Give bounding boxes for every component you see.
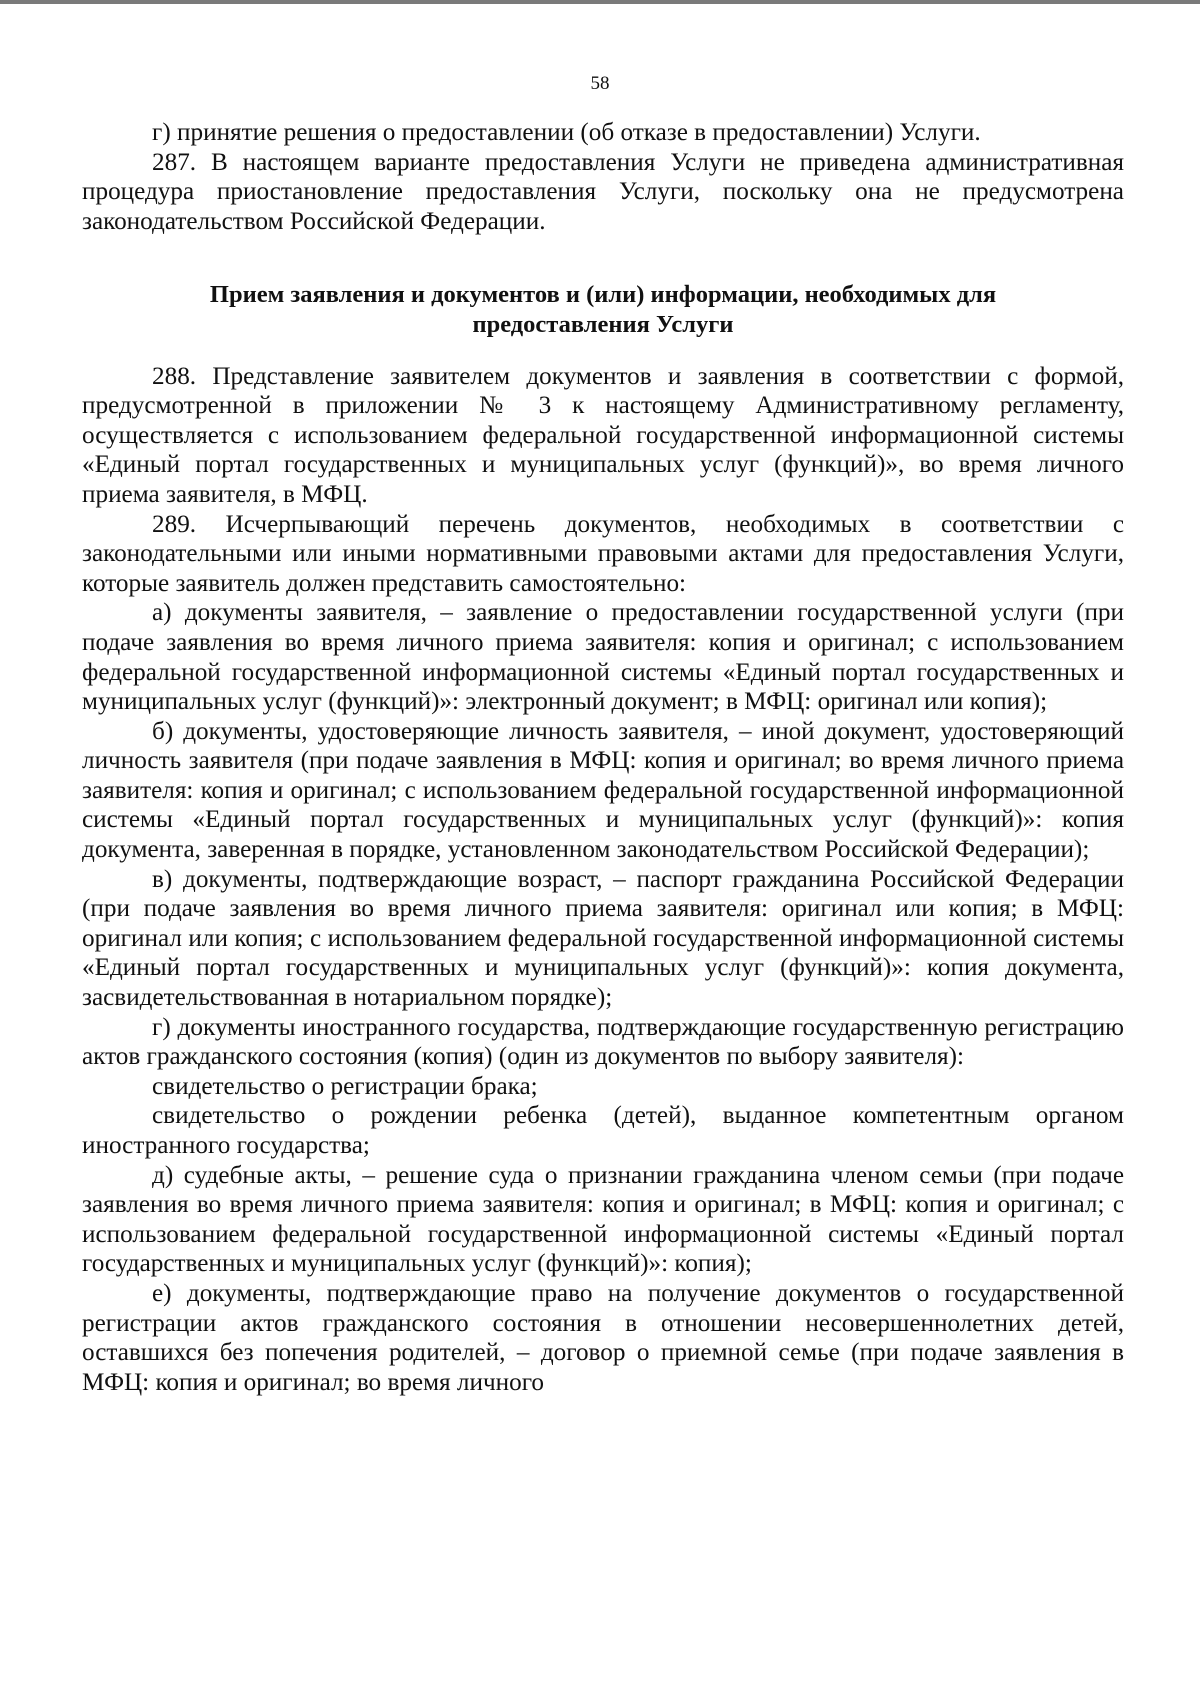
list-subitem-marriage: свидетельство о регистрации брака; bbox=[152, 1072, 538, 1100]
list-item-b: б) документы, удостоверяющие личность заявителя, – иной документ, удостоверяющий личность заявителя (при подаче заявления в МФЦ: копия и оригинал; во время личного приема заявителя: копия и оригинал; с использованием федеральной государственной информационной системы «Единый портал государственных и муниципальных услуг (функций)»: копия документа, заверенная в порядке, установленном законодательством Российской Федерации); bbox=[82, 717, 1124, 864]
list-subitem-birth: свидетельство о рождении ребенка (детей), выданное компетентным органом иностранного государства; bbox=[82, 1102, 1124, 1159]
list-item-g: г) документы иностранного государства, подтверждающие государственную регистрацию актов гражданского состояния (копия) (один из документов по выбору заявителя): bbox=[82, 1013, 1124, 1071]
paragraph-287: 287. В настоящем варианте предоставления Услуги не приведена административная процедура приостановление предоставления Услуги, поскольку она не предусмотрена законодательством Российской Федерации. bbox=[82, 148, 1124, 235]
paragraph-288: 288. Представление заявителем документов и заявления в соответствии с формой, предусмотренной в приложении № 3 к настоящему Административному регламенту, осуществляется с использованием федеральной государственной информационной системы «Единый портал государственных и муниципальных услуг (функций)», во время личного приема заявителя, в МФЦ. bbox=[82, 362, 1124, 508]
list-item-e: е) документы, подтверждающие право на получение документов о государственной регистрации актов гражданского состояния в отношении несовершеннолетних детей, оставшихся без попечения родителей, – договор о приемной семье (при подаче заявления в МФЦ: копия и оригинал; во время личного bbox=[82, 1279, 1124, 1396]
page-number: 58 bbox=[590, 73, 610, 94]
section-heading: Прием заявления и документов и (или) информации, необходимых для предоставления Услуги bbox=[209, 281, 997, 338]
list-item-d: д) судебные акты, – решение суда о признании гражданина членом семьи (при подаче заявления во время личного приема заявителя: копия и оригинал; в МФЦ: копия и оригинал; с использованием федеральной государственной информационной системы «Единый портал государственных и муниципальных услуг (функций)»: копия); bbox=[82, 1161, 1124, 1278]
list-item-v: в) документы, подтверждающие возраст, – паспорт гражданина Российской Федерации (при подаче заявления во время личного приема заявителя: оригинал или копия; в МФЦ: оригинал или копия; с использованием федеральной государственной информационной системы «Единый портал государственных и муниципальных услуг (функций)»: копия документа, засвидетельствованная в нотариальном порядке); bbox=[82, 865, 1124, 1012]
paragraph-289: 289. Исчерпывающий перечень документов, необходимых в соответствии с законодательными или иными нормативными правовыми актами для предоставления Услуги, которые заявитель должен представить самостоятельно: bbox=[82, 510, 1124, 597]
paragraph: г) принятие решения о предоставлении (об отказе в предоставлении) Услуги. bbox=[152, 119, 981, 146]
list-item-a: а) документы заявителя, – заявление о предоставлении государственной услуги (при подаче заявления во время личного приема заявителя: копия и оригинал; с использованием федеральной государственной информационной системы «Единый портал государственных и муниципальных услуг (функций)»: электронный документ; в МФЦ: оригинал или копия); bbox=[82, 599, 1124, 716]
document-body bbox=[82, 118, 1124, 1397]
top-border-line bbox=[0, 0, 1200, 4]
